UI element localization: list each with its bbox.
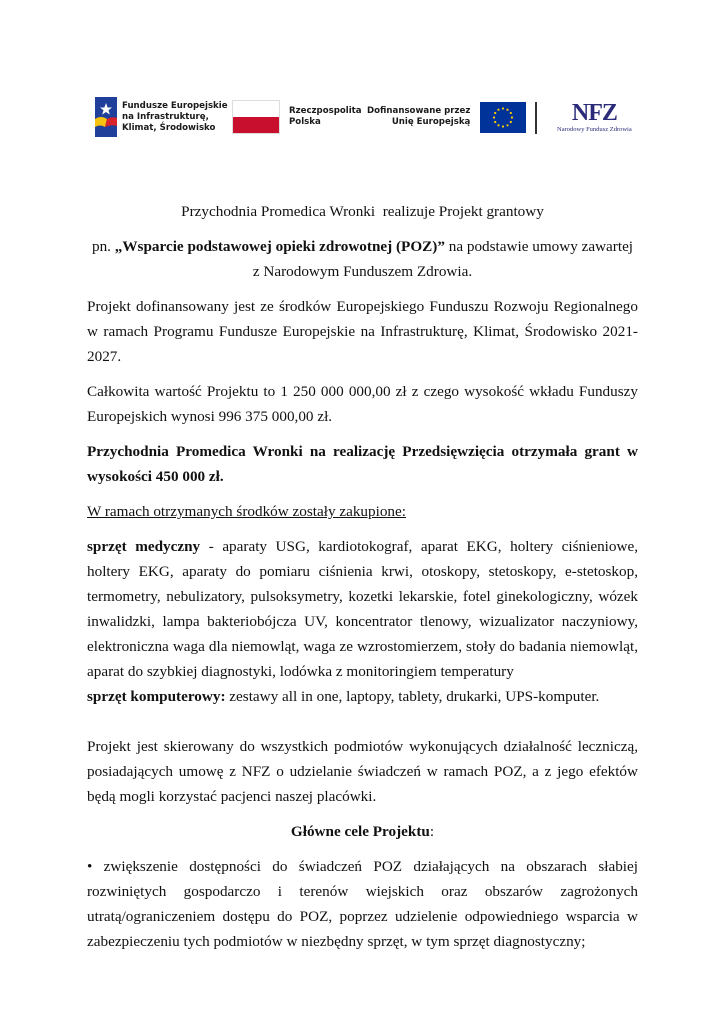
purchased-heading: W ramach otrzymanych środków zostały zakupione:: [87, 503, 406, 520]
logo-separator: [535, 102, 537, 134]
grant-paragraph: [87, 439, 638, 489]
value-paragraph: Całkowita wartość Projektu to 1 250 000 000,00 zł z czego wysokość wkładu Funduszy Europejskich wynosi 996 375 000,00 zł.: [87, 383, 638, 425]
ue-line1: Dofinansowane przez: [367, 106, 471, 116]
rp-line2: Polska: [289, 117, 321, 127]
title-line: Przychodnia Promedica Wronki realizuje Projekt grantowy: [181, 203, 544, 220]
medical-equipment-label: sprzęt medyczny: [87, 538, 201, 555]
nfz-wordmark: NFZ: [571, 99, 617, 126]
medical-equipment-paragraph: [87, 534, 638, 684]
eu-flag-icon: [480, 102, 526, 133]
document-body: [87, 199, 638, 954]
fundusze-line1: Fundusze Europejskie: [122, 100, 228, 111]
project-name-suffix: na podstawie umowy zawartej z Narodowym Funduszem Zdrowia.: [252, 238, 634, 280]
fundusze-line2: na Infrastrukturę,: [122, 111, 209, 122]
target-paragraph: Projekt jest skierowany do wszystkich podmiotów wykonujących działalność leczniczą, posiadających umowę z NFZ o udzielanie świadczeń w ramach POZ, a z jego efektów będą mogli korzystać pacjenci naszej placówki.: [87, 738, 638, 805]
logo-fundusze-europejskie: [95, 96, 228, 138]
computer-equipment-paragraph: [87, 684, 638, 709]
grant-text: Przychodnia Promedica Wronki na realizację Przedsięwzięcia otrzymała grant w wysokości 450 000 zł.: [87, 443, 638, 485]
goals-heading-colon: :: [429, 823, 435, 840]
rp-line1: Rzeczpospolita: [289, 106, 362, 116]
fe-flag-icon: [95, 97, 117, 137]
fundusze-line3: Klimat, Środowisko: [122, 122, 216, 133]
nfz-subtitle: Narodowy Fundusz Zdrowia: [557, 125, 632, 133]
goals-heading-line: [87, 819, 638, 844]
header-logos: [95, 96, 645, 138]
goals-heading: Główne cele Projektu: [290, 823, 430, 840]
goal-item: • zwiększenie dostępności do świadczeń POZ działających na obszarach słabiej rozwiniętych gospodarczo i terenów wiejskich oraz obszarów zagrożonych utratą/ograniczeniem dostępu do POZ, poprzez udzielenie odpowiedniego wsparcia w zabezpieczeniu tych podmiotów w niezbędny sprzęt, w tym sprzęt diagnostyczny;: [87, 858, 638, 950]
ue-line2: Unię Europejską: [391, 117, 471, 127]
project-name-paragraph: [87, 234, 638, 284]
polish-flag-icon: [232, 100, 280, 134]
project-name-prefix: pn.: [91, 238, 115, 255]
computer-equipment-list: zestawy all in one, laptopy, tablety, drukarki, UPS-komputer.: [225, 688, 600, 705]
funding-paragraph: Projekt dofinansowany jest ze środków Europejskiego Funduszu Rozwoju Regionalnego w ramach Programu Fundusze Europejskie na Infrastrukturę, Klimat, Środowisko 2021-2027.: [87, 298, 638, 365]
medical-equipment-list: - aparaty USG, kardiotokograf, aparat EKG, holtery ciśnieniowe, holtery EKG, aparaty do pomiaru ciśnienia krwi, otoskopy, stetoskopy, e-stetoskop, termometry, nebulizatory, pulsoksymetry, kozetki lekarskie, fotel ginekologiczny, wózek inwalidzki, lampa bakteriobójcza UV, koncentrator tlenowy, wizualizator naczyniowy, elektroniczna waga dla niemowląt, waga ze wzrostomierzem, stoły do badania niemowląt, aparat do szybkiej diagnostyki, lodówka z monitoringiem temperatury: [87, 538, 639, 680]
logo-unia-europejska: [367, 96, 526, 138]
computer-equipment-label: sprzęt komputerowy:: [87, 688, 226, 705]
logo-rzeczpospolita-polska: [232, 96, 362, 138]
project-name: „Wsparcie podstawowej opieki zdrowotnej (POZ)”: [114, 238, 445, 255]
logo-nfz: [557, 96, 632, 138]
